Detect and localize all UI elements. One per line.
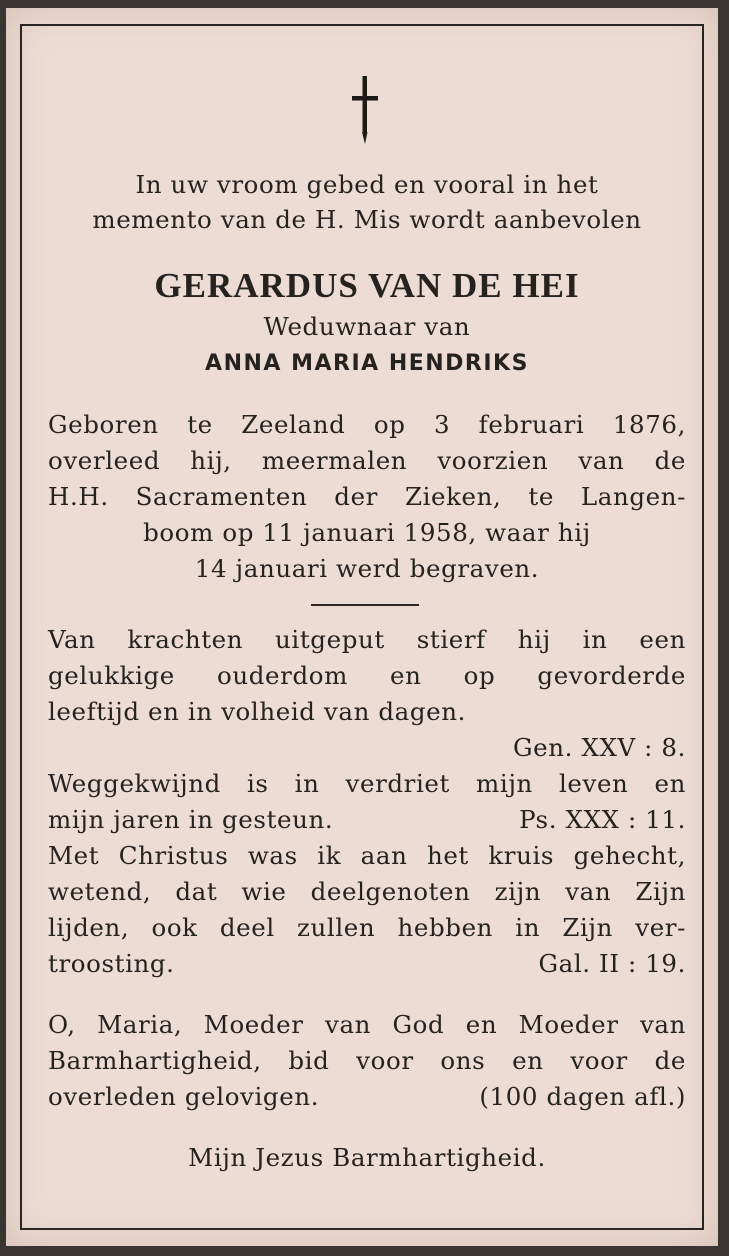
quote-line-with-ref xyxy=(48,949,686,978)
prayer-text: overleden gelovigen. xyxy=(48,1082,320,1111)
quote-text: mijn jaren in gesteun. xyxy=(48,805,334,834)
header-line-1: In uw vroom gebed en vooral in het xyxy=(135,170,599,199)
header-line-2: memento van de H. Mis wordt aanbevolen xyxy=(92,205,642,234)
prayer-line: O, Maria, Moeder van God en Moeder van xyxy=(48,1010,686,1039)
quote-line: lijden, ook deel zullen hebben in Zijn ver- xyxy=(48,913,686,942)
prayer-line: Barmhartigheid, bid voor ons en voor de xyxy=(48,1046,686,1075)
divider-line xyxy=(311,604,419,606)
quote-line: Met Christus was ik aan het kruis gehecht, xyxy=(48,841,686,870)
bio-line: boom op 11 januari 1958, waar hij xyxy=(143,518,591,547)
quote-line: gelukkige ouderdom en op gevorderde xyxy=(48,661,686,690)
deceased-name: GERARDUS VAN DE HEI xyxy=(154,266,580,305)
scripture-reference: Gal. II : 19. xyxy=(538,949,686,978)
bio-line: Geboren te Zeeland op 3 februari 1876, xyxy=(48,410,686,439)
scripture-reference: Ps. XXX : 11. xyxy=(519,805,686,834)
quote-line: Weggekwijnd is in verdriet mijn leven en xyxy=(48,769,686,798)
scripture-reference: Gen. XXV : 8. xyxy=(512,733,686,762)
quote-line: Van krachten uitgeput stierf hij in een xyxy=(48,625,686,654)
closing-invocation: Mijn Jezus Barmhartigheid. xyxy=(188,1143,546,1172)
bio-line: H.H. Sacramenten der Zieken, te Langen- xyxy=(48,482,686,511)
bio-line: overleed hij, meermalen voorzien van de xyxy=(48,446,686,475)
indulgence-note: (100 dagen afl.) xyxy=(479,1082,686,1111)
bio-line: 14 januari werd begraven. xyxy=(194,554,540,583)
quote-line: wetend, dat wie deelgenoten zijn van Zijn xyxy=(48,877,686,906)
quote-line: leeftijd en in volheid van dagen. xyxy=(48,697,466,726)
spouse-name: ANNA MARIA HENDRIKS xyxy=(205,351,529,376)
quote-line-with-ref xyxy=(48,805,686,834)
cross-icon xyxy=(350,76,380,146)
relation-label: Weduwnaar van xyxy=(263,312,471,341)
prayer-line-with-indulgence xyxy=(48,1082,686,1111)
quote-text: troosting. xyxy=(48,949,175,978)
